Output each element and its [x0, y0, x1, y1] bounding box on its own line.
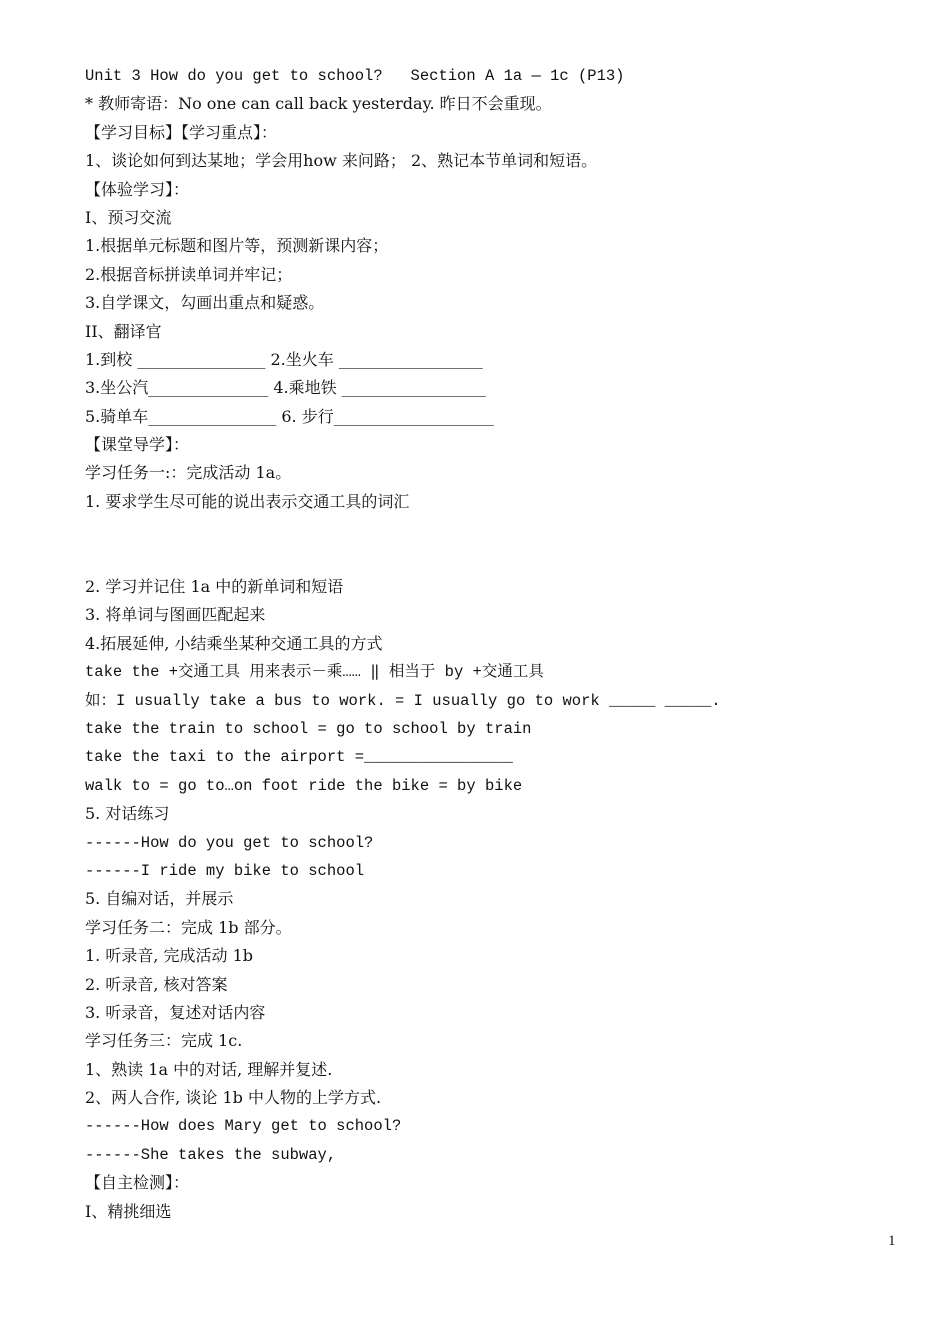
dialog-heading: 5. 对话练习 — [85, 804, 170, 824]
goals-heading: 【学习目标】【学习重点】： — [85, 122, 278, 142]
translate-row-1: 1.到校 ________________ 2.坐火车 __________________ — [85, 349, 483, 369]
task3-dialog-1: ------How does Mary get to school? — [85, 1117, 402, 1136]
task1-item-4: 4.拓展延伸, 小结乘坐某种交通工具的方式 — [85, 633, 383, 653]
preview-item-2: 2.根据音标拼读单词并牢记； — [85, 264, 293, 284]
translate-row-2: 3.坐公汽_______________ 4.乘地铁 __________________ — [85, 378, 486, 398]
task1-item-2: 2. 学习并记住 1a 中的新单词和短语 — [85, 577, 344, 597]
task3-heading: 学习任务三：完成 1c. — [85, 1031, 243, 1051]
select-heading: I、精挑细选 — [85, 1201, 172, 1221]
goals-text: 1、谈论如何到达某地；学会用how 来问路； 2、熟记本节单词和短语。 — [85, 151, 598, 171]
task2-heading: 学习任务二：完成 1b 部分。 — [85, 917, 292, 937]
classroom-heading: 【课堂导学】： — [85, 435, 190, 455]
task3-item-1: 1、熟读 1a 中的对话, 理解并复述. — [85, 1059, 333, 1079]
self-check-heading: 【自主检测】： — [85, 1173, 190, 1193]
task3-item-2: 2、两人合作, 谈论 1b 中人物的上学方式. — [85, 1088, 382, 1108]
experience-heading: 【体验学习】： — [85, 179, 190, 199]
page-number: 1 — [888, 1233, 896, 1249]
task1-heading: 学习任务一:：完成活动 1a。 — [85, 463, 292, 483]
blank-space — [85, 516, 885, 573]
task3-dialog-2: ------She takes the subway, — [85, 1145, 337, 1164]
example-3: take the taxi to the airport =________________ — [85, 748, 513, 767]
task2-item-3: 3. 听录音，复述对话内容 — [85, 1002, 266, 1022]
dialog-line-2: ------I ride my bike to school — [85, 861, 365, 880]
preview-item-1: 1.根据单元标题和图片等，预测新课内容； — [85, 236, 389, 256]
preview-heading: I、预习交流 — [85, 207, 172, 227]
example-2: take the train to school = go to school by train — [85, 720, 532, 738]
document-body — [85, 62, 885, 1226]
document-title: Unit 3 How do you get to school? Section A 1a — 1c (P13) — [85, 67, 625, 85]
self-dialog: 5. 自编对话，并展示 — [85, 889, 234, 909]
example-1: 如：I usually take a bus to work. = I usually go to work _____ _____. — [85, 691, 721, 710]
translate-row-3: 5.骑单车________________ 6. 步行____________________ — [85, 406, 494, 426]
teacher-motto: * 教师寄语：No one can call back yesterday. 昨日不会重现。 — [85, 94, 552, 114]
dialog-line-1: ------How do you get to school? — [85, 833, 374, 852]
preview-item-3: 3.自学课文，勾画出重点和疑惑。 — [85, 293, 325, 313]
task2-item-2: 2. 听录音, 核对答案 — [85, 974, 228, 994]
task1-item-1: 1. 要求学生尽可能的说出表示交通工具的词汇 — [85, 491, 410, 511]
example-4: walk to = go to…on foot ride the bike = by bike — [85, 776, 523, 795]
task1-item-3: 3. 将单词与图画匹配起来 — [85, 605, 266, 625]
task2-item-1: 1. 听录音, 完成活动 1b — [85, 946, 254, 966]
take-rule: take the +交通工具 用来表示－乘…… ‖ 相当于 by +交通工具 — [85, 663, 544, 682]
translate-heading: II、翻译官 — [85, 321, 162, 341]
